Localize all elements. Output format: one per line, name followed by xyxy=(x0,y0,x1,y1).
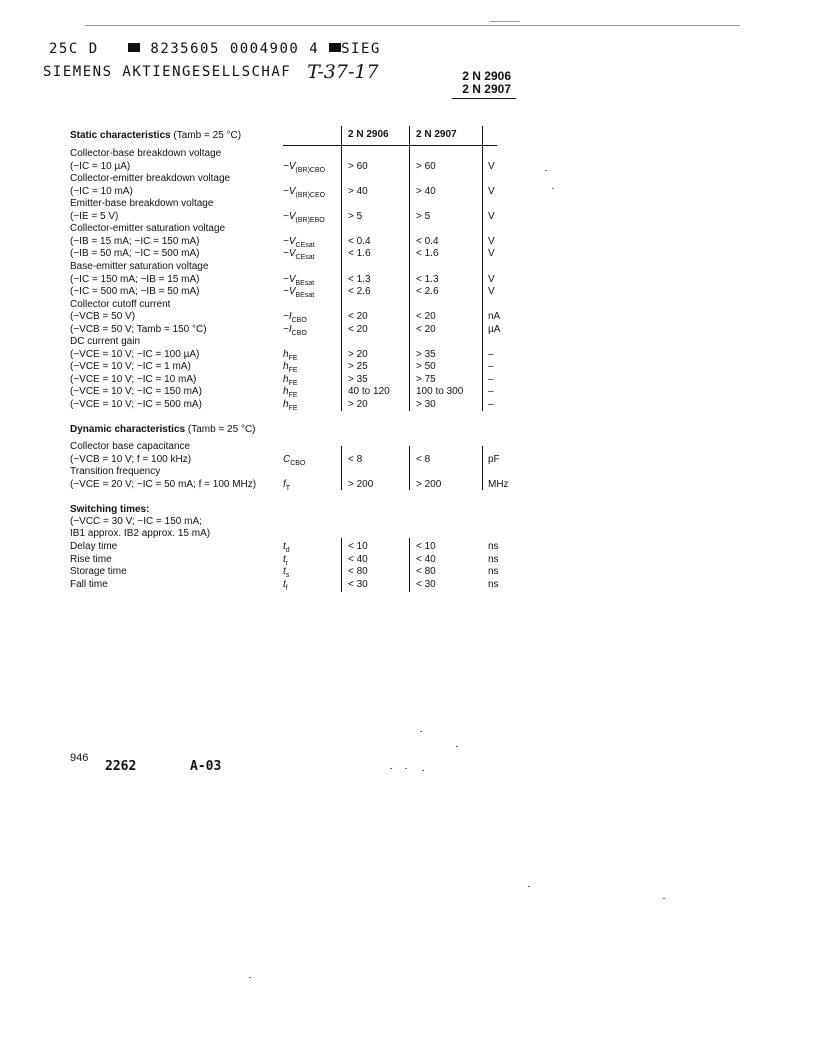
value-2n2907: > 30 xyxy=(416,399,436,410)
scan-speck xyxy=(545,170,547,171)
row-symbol: $t_d$ xyxy=(283,541,290,554)
value-2n2906: > 5 xyxy=(348,210,363,222)
value-2n2906: 40 to 120 xyxy=(348,386,390,398)
scan-speck xyxy=(390,768,392,769)
black-block-icon xyxy=(329,43,341,52)
value-2n2907: < 0.4 xyxy=(416,235,439,247)
value-2n2906: < 1.3 xyxy=(348,273,371,285)
row-unit: MHz xyxy=(488,478,509,490)
value-2n2907: < 2.6 xyxy=(416,286,439,298)
handwritten-reference: T-37-17 xyxy=(307,61,379,83)
row-description: (−IE = 5 V) xyxy=(70,210,119,222)
header-code-suffix: SIEG xyxy=(341,41,381,57)
row-symbol: $-V_{CEsat}$ xyxy=(283,235,315,249)
row-symbol: $h_{FE}$ xyxy=(283,373,298,387)
value-2n2907: < 80 xyxy=(416,566,436,577)
scan-speck xyxy=(422,770,424,771)
row-unit: ns xyxy=(488,541,499,552)
row-symbol: $-I_{CBO}$ xyxy=(283,323,307,337)
value-2n2906: > 20 xyxy=(348,399,368,410)
row-description: (−IB = 50 mA; −IC = 500 mA) xyxy=(70,248,200,260)
row-symbol: $h_{FE}$ xyxy=(283,361,298,375)
row-unit: – xyxy=(488,348,494,360)
row-symbol: $C_{CBO}$ xyxy=(283,453,306,467)
value-2n2907: < 40 xyxy=(416,553,436,565)
column-divider-3 xyxy=(482,126,483,411)
row-description: (−VCE = 20 V; −IC = 50 mA; f = 100 MHz) xyxy=(70,478,257,490)
row-symbol: $-V_{(BR)CEO}$ xyxy=(283,185,326,199)
value-2n2906: < 10 xyxy=(348,541,368,552)
value-2n2906: > 35 xyxy=(348,373,368,385)
row-unit: ns xyxy=(488,553,499,565)
row-symbol: $-V_{BEsat}$ xyxy=(283,286,315,300)
value-2n2906: < 80 xyxy=(348,566,368,577)
row-symbol: $h_{FE}$ xyxy=(283,399,298,412)
value-2n2906: > 20 xyxy=(348,348,368,360)
row-description: (−VCB = 50 V; Tamb = 150 °C) xyxy=(70,323,207,335)
value-2n2906: < 8 xyxy=(348,453,363,465)
row-description: Collector base capacitance xyxy=(70,441,191,452)
value-2n2907: < 1.6 xyxy=(416,248,439,260)
row-symbol: $t_s$ xyxy=(283,566,290,579)
scan-speck xyxy=(249,977,251,978)
row-unit: V xyxy=(488,210,495,222)
footer-code-1: 2262 xyxy=(105,759,137,774)
row-description: (−VCE = 10 V; −IC = 100 µA) xyxy=(70,348,200,360)
column-divider-1-sw xyxy=(341,538,342,592)
row-unit: nA xyxy=(488,311,501,323)
value-2n2907: > 200 xyxy=(416,478,442,490)
scan-top-rule xyxy=(85,25,740,26)
row-unit: µA xyxy=(488,323,501,335)
scan-top-rule-segment xyxy=(490,21,520,22)
header-line-2 xyxy=(43,61,379,83)
value-2n2906: < 20 xyxy=(348,323,368,335)
row-unit: ns xyxy=(488,566,499,577)
value-2n2907: > 60 xyxy=(416,160,436,172)
row-symbol: $-V_{(BR)EBO}$ xyxy=(283,210,325,224)
row-unit: – xyxy=(488,399,494,410)
row-symbol: $h_{FE}$ xyxy=(283,386,298,400)
row-symbol: $f_T$ xyxy=(283,478,291,492)
row-description: Collector-emitter saturation voltage xyxy=(70,223,226,235)
row-description: (−VCB = 50 V) xyxy=(70,311,136,323)
company-name: SIEMENS AKTIENGESELLSCHAF xyxy=(43,64,292,80)
value-2n2907: > 40 xyxy=(416,185,436,197)
scan-speck xyxy=(456,746,458,747)
header-code-middle: 8235605 0004900 4 xyxy=(150,41,320,57)
black-block-icon xyxy=(128,43,140,52)
column-divider-1-dyn xyxy=(341,446,342,490)
row-description: DC current gain xyxy=(70,336,141,348)
row-description: (−VCE = 10 V; −IC = 150 mA) xyxy=(70,386,202,398)
row-unit: – xyxy=(488,373,494,385)
row-description: Storage time xyxy=(70,566,127,577)
row-symbol: $h_{FE}$ xyxy=(283,348,298,362)
row-description: (−VCE = 10 V; −IC = 1 mA) xyxy=(70,361,191,373)
switching-section-title: Switching times: xyxy=(70,504,150,515)
switching-condition-2: IB1 approx. IB2 approx. 15 mA) xyxy=(70,528,211,539)
row-unit: – xyxy=(488,361,494,373)
part-number-underline xyxy=(452,98,516,99)
table-header-rule xyxy=(283,145,497,146)
switching-condition-1: (−VCC = 30 V; −IC = 150 mA; xyxy=(70,516,202,527)
row-description: (−IB = 15 mA; −IC = 150 mA) xyxy=(70,235,200,247)
header-line-1 xyxy=(49,41,381,57)
column-divider-2-sw xyxy=(409,538,410,592)
row-unit: V xyxy=(488,160,495,172)
row-symbol: $t_r$ xyxy=(283,553,289,567)
row-description: Collector cutoff current xyxy=(70,298,171,310)
row-symbol: $-I_{CBO}$ xyxy=(283,311,307,325)
value-2n2907: < 20 xyxy=(416,323,436,335)
row-description: Transition frequency xyxy=(70,466,161,477)
value-2n2907: < 30 xyxy=(416,578,436,590)
dynamic-section-title: Dynamic characteristics (Tamb = 25 °C) xyxy=(70,424,256,435)
scan-speck xyxy=(405,768,407,769)
row-description: (−VCE = 10 V; −IC = 10 mA) xyxy=(70,373,197,385)
value-2n2907: > 75 xyxy=(416,373,436,385)
row-description: Rise time xyxy=(70,553,112,565)
row-description: (−IC = 500 mA; −IB = 50 mA) xyxy=(70,286,200,298)
scan-speck xyxy=(663,898,665,899)
value-2n2907: 100 to 300 xyxy=(416,386,464,398)
value-2n2906: > 200 xyxy=(348,478,374,490)
row-description: Fall time xyxy=(70,578,108,590)
row-description: Collector-base breakdown voltage xyxy=(70,148,222,159)
row-symbol: $t_f$ xyxy=(283,578,288,592)
column-divider-2-dyn xyxy=(409,446,410,490)
part-number-1: 2 N 2906 xyxy=(462,69,511,83)
value-2n2907: > 5 xyxy=(416,210,431,222)
value-2n2906: > 60 xyxy=(348,160,368,172)
row-unit: – xyxy=(488,386,494,398)
column-divider-1 xyxy=(341,126,342,411)
value-2n2907: < 1.3 xyxy=(416,273,439,285)
row-unit: V xyxy=(488,185,495,197)
column-divider-3-dyn xyxy=(482,446,483,490)
scan-speck xyxy=(528,886,530,887)
scan-speck xyxy=(420,731,422,732)
static-section-title: Static characteristics (Tamb = 25 °C) xyxy=(70,130,242,141)
value-2n2906: < 2.6 xyxy=(348,286,371,298)
part-number-2: 2 N 2907 xyxy=(462,82,511,96)
value-2n2906: > 40 xyxy=(348,185,368,197)
header-code-prefix: 25C D xyxy=(49,41,99,57)
row-description: (−VCE = 10 V; −IC = 500 mA) xyxy=(70,399,202,410)
row-description: Delay time xyxy=(70,541,118,552)
row-unit: V xyxy=(488,286,495,298)
scan-speck xyxy=(552,188,554,189)
footer-code-2: A-03 xyxy=(190,759,222,774)
value-2n2906: < 20 xyxy=(348,311,368,323)
column-header-2n2906: 2 N 2906 xyxy=(348,129,389,140)
row-description: Emitter-base breakdown voltage xyxy=(70,198,214,210)
row-unit: V xyxy=(488,235,495,247)
column-header-2n2907: 2 N 2907 xyxy=(416,129,457,140)
value-2n2907: > 50 xyxy=(416,361,436,373)
value-2n2907: < 20 xyxy=(416,311,436,323)
row-description: Base-emitter saturation voltage xyxy=(70,260,209,272)
value-2n2906: < 1.6 xyxy=(348,248,371,260)
value-2n2906: < 30 xyxy=(348,578,368,590)
row-description: (−IC = 10 µA) xyxy=(70,160,131,172)
row-description: (−IC = 10 mA) xyxy=(70,185,133,197)
row-unit: V xyxy=(488,248,495,260)
row-unit: V xyxy=(488,273,495,285)
row-unit: pF xyxy=(488,453,500,465)
value-2n2906: < 0.4 xyxy=(348,235,371,247)
value-2n2907: < 10 xyxy=(416,541,436,552)
value-2n2906: > 25 xyxy=(348,361,368,373)
value-2n2906: < 40 xyxy=(348,553,368,565)
value-2n2907: > 35 xyxy=(416,348,436,360)
page-number: 946 xyxy=(70,752,89,764)
row-symbol: $-V_{(BR)CBO}$ xyxy=(283,160,326,174)
row-unit: ns xyxy=(488,578,499,590)
row-symbol: $-V_{CEsat}$ xyxy=(283,248,315,262)
column-divider-2 xyxy=(409,126,410,411)
row-description: (−VCB = 10 V; f = 100 kHz) xyxy=(70,453,192,465)
row-description: (−IC = 150 mA; −IB = 15 mA) xyxy=(70,273,200,285)
value-2n2907: < 8 xyxy=(416,453,431,465)
row-description: Collector-emitter breakdown voltage xyxy=(70,173,231,185)
row-symbol: $-V_{BEsat}$ xyxy=(283,273,315,287)
